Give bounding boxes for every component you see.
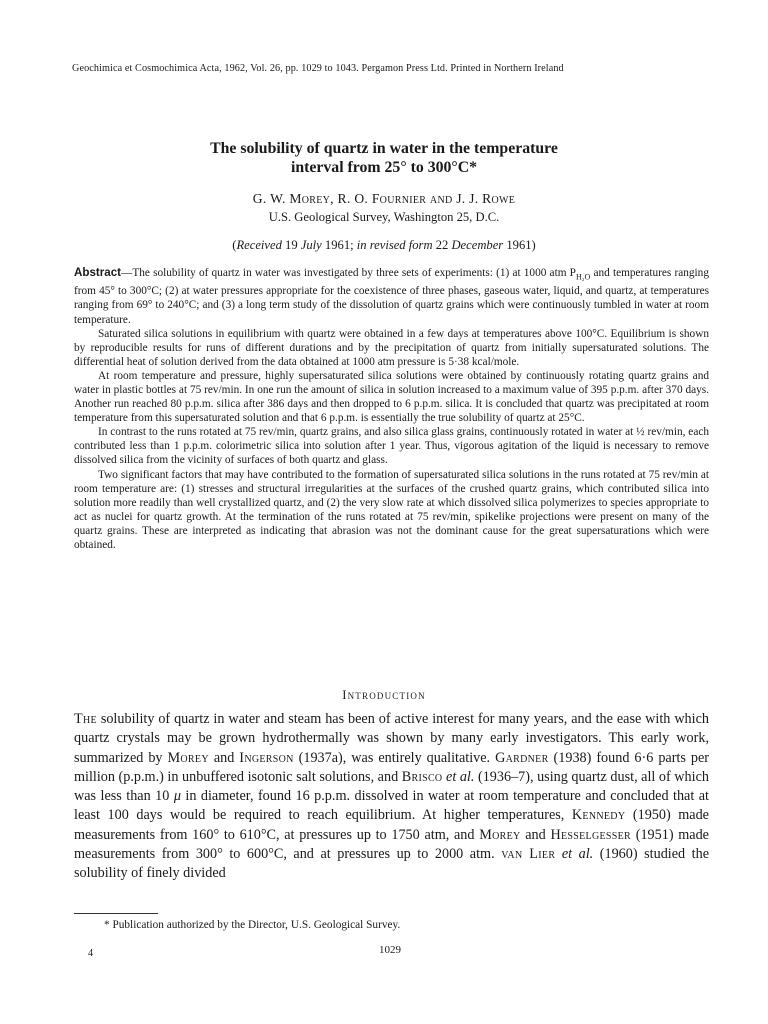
citation-author: Morey — [479, 826, 521, 843]
page-number: 1029 — [379, 944, 401, 956]
citation-author: Kennedy — [571, 807, 626, 824]
received-dates: (Received 19 July 1961; in revised form 22 December 1961) — [232, 238, 536, 252]
abstract — [74, 266, 709, 552]
introduction-text — [74, 710, 709, 884]
citation-author: van Lier — [501, 846, 556, 863]
revised-label: in revised form — [356, 238, 433, 252]
article-title — [80, 139, 688, 177]
citation-author: Gardner — [495, 749, 549, 766]
citation-author: Ingerson — [239, 749, 294, 766]
title-line-2: interval from 25° to 300°C* — [290, 159, 478, 176]
abstract-paragraph-2: Saturated silica solutions in equilibrium with quartz were obtained in a few days at temperatures above 100°C. Equilibrium is shown by reproducible results for runs of different durations and by the precipitation of quartz from initially supersaturated solutions. The differential heat of solution derived from the data obtained at 1000 atm pressure is 5·38 kcal/mole. — [74, 327, 709, 368]
running-head: Geochimica et Cosmochimica Acta, 1962, Vol. 26, pp. 1029 to 1043. Pergamon Press Ltd. Printed in Northern Ireland — [72, 63, 564, 74]
affiliation: U.S. Geological Survey, Washington 25, D.C. — [268, 210, 500, 224]
abstract-keyword: Abstract — [74, 266, 122, 279]
abstract-paragraph-5: Two significant factors that may have contributed to the formation of supersaturated silica solutions in the runs rotated at 75 rev/min at room temperature are: (1) stresses and structural irregularities at the surfaces of the crushed quartz grains, which contributed silica into solution more readily than well crystallized quartz, and (2) the very slow rate at which dissolved silica polymerizes to species appropriate to act as nuclei for quartz growth. At the termination of the runs rotated at 75 rev/min, spikelike projections were present on many of the quartz grains. These are interpreted as indicating that abrasion was not the dominant cause for the great supersaturations which were obtained. — [74, 468, 709, 552]
footnote-rule — [74, 913, 158, 914]
abstract-paragraph-1: Abstract—The solubility of quartz in water was investigated by three sets of experiments: (1) at 1000 atm $P_{H_2O}$ and temperatures ranging from 45° to 300°C; (2) at water pressures appropriate for the coexistence of three phases, gaseous water, liquid, and quartz, at temperatures ranging from 69° to 240°C; and (3) a long term study of the dissolution of quartz grains which were continuously tumbled in water at room temperature. — [74, 266, 709, 326]
citation-author: Hesselgesser — [550, 826, 631, 843]
citation-author: Morey — [167, 749, 209, 766]
section-heading-introduction: Introduction — [342, 688, 426, 702]
title-line-1: The solubility of quartz in water in the temperature — [210, 140, 558, 157]
abstract-paragraph-4: In contrast to the runs rotated at 75 rev/min, quartz grains, and also silica glass grains, continuously rotated in water at ½ rev/min, each contributed less than 1 p.p.m. colorimetric silica into solution after 1 year. Thus, vigorous agitation of the liquid is necessary to remove dissolved silica from the vicinity of surfaces of both quartz and glass. — [74, 426, 709, 467]
introduction-paragraph: The solubility of quartz in water and steam has been of active interest for many years, and the ease with which quartz crystals may be grown hydrothermally was shown by many early investigators. This early work, summarized by Morey and Ingerson (1937a), was entirely qualitative. Gardner (1938) found 6·6 parts per million (p.p.m.) in unbuffered isotonic salt solutions, and Brisco et al. (1936–7), using quartz dust, all of which was less than 10 μ in diameter, found 16 p.p.m. dissolved in water at room temperature and concluded that at least 100 days would be required to reach equilibrium. At higher temperatures, Kennedy (1950) made measurements from 160° to 610°C, at pressures up to 1750 atm, and Morey and Hesselgesser (1951) made measurements from 300° to 600°C, and at pressures up to 2000 atm. van Lier et al. (1960) studied the solubility of finely divided — [74, 711, 709, 882]
footnote: * Publication authorized by the Director, U.S. Geological Survey. — [104, 919, 401, 931]
received-label: Received — [236, 238, 282, 252]
abstract-paragraph-3: At room temperature and pressure, highly supersaturated silica solutions were obtained by continuously rotating quartz grains and water in plastic bottles at 75 rev/min. In one run the amount of silica in solution increased to a maximum value of 395 p.p.m. after 370 days. Another run reached 80 p.p.m. silica after 386 days and then dropped to 6 p.p.m. silica. It is concluded that quartz was precipitated at room temperature from this supersaturated solution and that 6 p.p.m. is essentially the true solubility of quartz at 25°C. — [74, 369, 709, 425]
citation-author: Brisco — [401, 768, 443, 785]
sheet-signature-mark: 4 — [88, 948, 93, 959]
author-list: G. W. Morey, R. O. Fournier and J. J. Rowe — [252, 191, 516, 206]
